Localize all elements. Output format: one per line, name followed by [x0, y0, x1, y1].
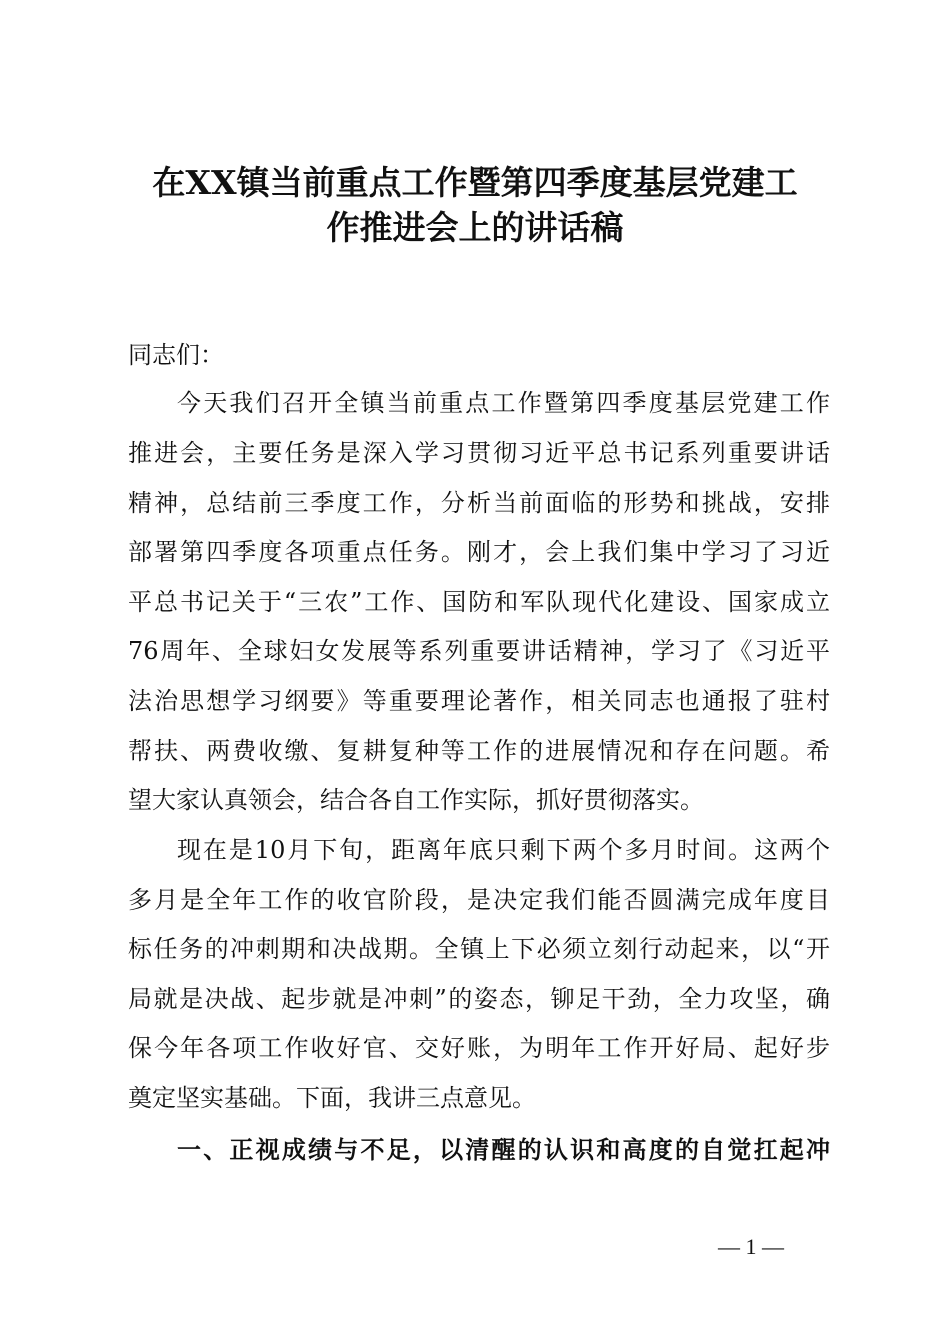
text-line: 76周年、全球妇女发展等系列重要讲话精神，学习了《习近平: [128, 637, 830, 665]
text-line: 奠定坚实基础。下面，我讲三点意见。: [128, 1084, 536, 1112]
text-line: 标任务的冲刺期和决战期。全镇上下必须立刻行动起来，以“开: [128, 935, 830, 963]
document-title-line-2: 作推进会上的讲话稿: [326, 208, 624, 247]
text-line: 保今年各项工作收好官、交好账，为明年工作开好局、起好步: [128, 1034, 830, 1062]
text-line: 推进会，主要任务是深入学习贯彻习近平总书记系列重要讲话: [128, 439, 830, 467]
document-title-line-1: 在XX镇当前重点工作暨第四季度基层党建工: [152, 163, 798, 202]
page-number: — 1 —: [718, 1234, 784, 1259]
text-line: 今天我们召开全镇当前重点工作暨第四季度基层党建工作: [177, 389, 830, 417]
text-line: 帮扶、两费收缴、复耕复种等工作的进展情况和存在问题。希: [128, 737, 830, 765]
text-line: 平总书记关于“三农”工作、国防和军队现代化建设、国家成立: [128, 588, 830, 616]
text-line: 多月是全年工作的收官阶段，是决定我们能否圆满完成年度目: [128, 886, 830, 914]
text-line: 现在是10月下旬，距离年底只剩下两个多月时间。这两个: [177, 836, 830, 864]
salutation: 同志们：: [128, 341, 224, 369]
text-line: 局就是决战、起步就是冲刺”的姿态，铆足干劲，全力攻坚，确: [128, 985, 830, 1013]
section-heading: 一、正视成绩与不足，以清醒的认识和高度的自觉扛起冲: [177, 1135, 830, 1164]
text-line: 法治思想学习纲要》等重要理论著作，相关同志也通报了驻村: [128, 687, 830, 715]
text-line: 精神，总结前三季度工作，分析当前面临的形势和挑战，安排: [128, 489, 830, 517]
text-line: 部署第四季度各项重点任务。刚才，会上我们集中学习了习近: [128, 538, 830, 566]
text-line: 望大家认真领会，结合各自工作实际，抓好贯彻落实。: [128, 786, 704, 814]
